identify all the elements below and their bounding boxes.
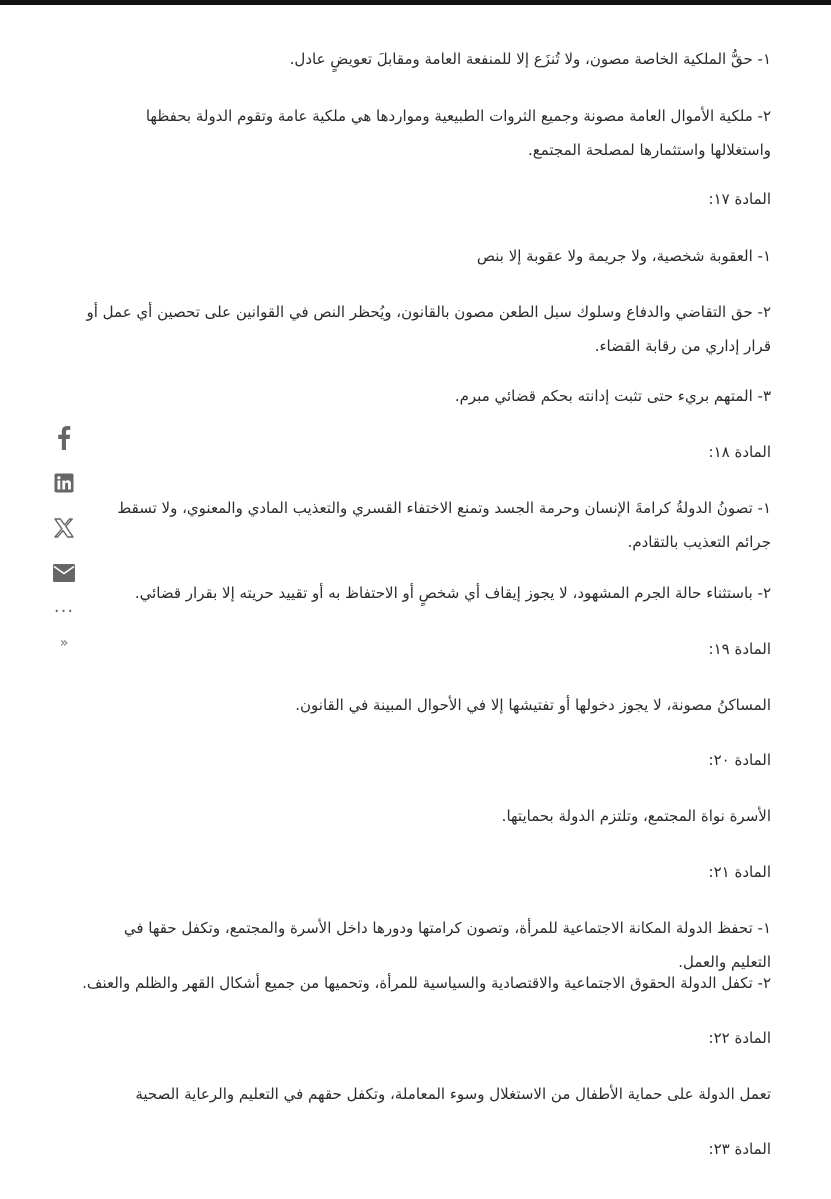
article-heading: المادة ١٩: bbox=[708, 640, 771, 658]
facebook-icon[interactable] bbox=[48, 422, 80, 454]
article-paragraph: ١- تصونُ الدولةُ كرامةَ الإنسان وحرمة الجسد وتمنع الاختفاء القسري والتعذيب المادي والمعنوي، ولا تسقط جرائم التعذيب بالتقادم. bbox=[117, 499, 771, 551]
article-heading: المادة ٢١: bbox=[708, 863, 771, 881]
article-heading: المادة ٢٣: bbox=[708, 1140, 771, 1158]
article-paragraph: ٢- تكفل الدولة الحقوق الاجتماعية والاقتصادية والسياسية للمرأة، وتحميها من جميع أشكال القهر والظلم والعنف. bbox=[82, 974, 771, 992]
article-heading: المادة ٢٠: bbox=[708, 751, 771, 769]
x-icon[interactable] bbox=[48, 512, 80, 544]
article-paragraph: ١- العقوبة شخصية، ولا جريمة ولا عقوبة إلا بنص bbox=[476, 247, 771, 265]
email-icon[interactable] bbox=[48, 557, 80, 589]
article-paragraph: ١- حقُّ الملكية الخاصة مصون، ولا تُنزَع إلا للمنفعة العامة ومقابلَ تعويضٍ عادل. bbox=[289, 50, 771, 68]
share-bar bbox=[46, 422, 82, 650]
article-paragraph: ٢- حق التقاضي والدفاع وسلوك سبل الطعن مصون بالقانون، ويُحظر النص في القوانين على تحصين أي عمل أو قرار إداري من رقابة القضاء. bbox=[86, 303, 771, 355]
top-bar bbox=[0, 0, 831, 5]
article-heading: المادة ٢٢: bbox=[708, 1029, 771, 1047]
linkedin-icon[interactable] bbox=[48, 467, 80, 499]
article-paragraph: ٢- باستثناء حالة الجرم المشهود، لا يجوز إيقاف أي شخصٍ أو الاحتفاظ به أو تقييد حريته إلا بقرار قضائي. bbox=[134, 584, 771, 602]
more-options-button[interactable]: ... bbox=[53, 596, 75, 617]
article-paragraph: ١- تحفظ الدولة المكانة الاجتماعية للمرأة، وتصون كرامتها ودورها داخل الأسرة والمجتمع، وتكفل حقها في التعليم والعمل. bbox=[123, 919, 771, 971]
article-paragraph: تعمل الدولة على حماية الأطفال من الاستغلال وسوء المعاملة، وتكفل حقهم في التعليم والرعاية الصحية bbox=[135, 1085, 771, 1103]
article-paragraph: ٢- ملكية الأموال العامة مصونة وجميع الثروات الطبيعية ومواردها هي ملكية عامة وتقوم الدولة بحفظها واستغلالها واستثمارها لمصلحة المجتمع. bbox=[145, 107, 771, 159]
collapse-share-button[interactable]: » bbox=[59, 635, 69, 651]
article-paragraph: ٣- المتهم بريء حتى تثبت إدانته بحكم قضائي مبرم. bbox=[454, 387, 771, 405]
article-heading: المادة ١٨: bbox=[708, 443, 771, 461]
article-paragraph: المساكنُ مصونة، لا يجوز دخولها أو تفتيشها إلا في الأحوال المبينة في القانون. bbox=[295, 696, 771, 714]
article-heading: المادة ١٧: bbox=[708, 190, 771, 208]
article-paragraph: الأسرة نواة المجتمع، وتلتزم الدولة بحمايتها. bbox=[501, 807, 771, 825]
